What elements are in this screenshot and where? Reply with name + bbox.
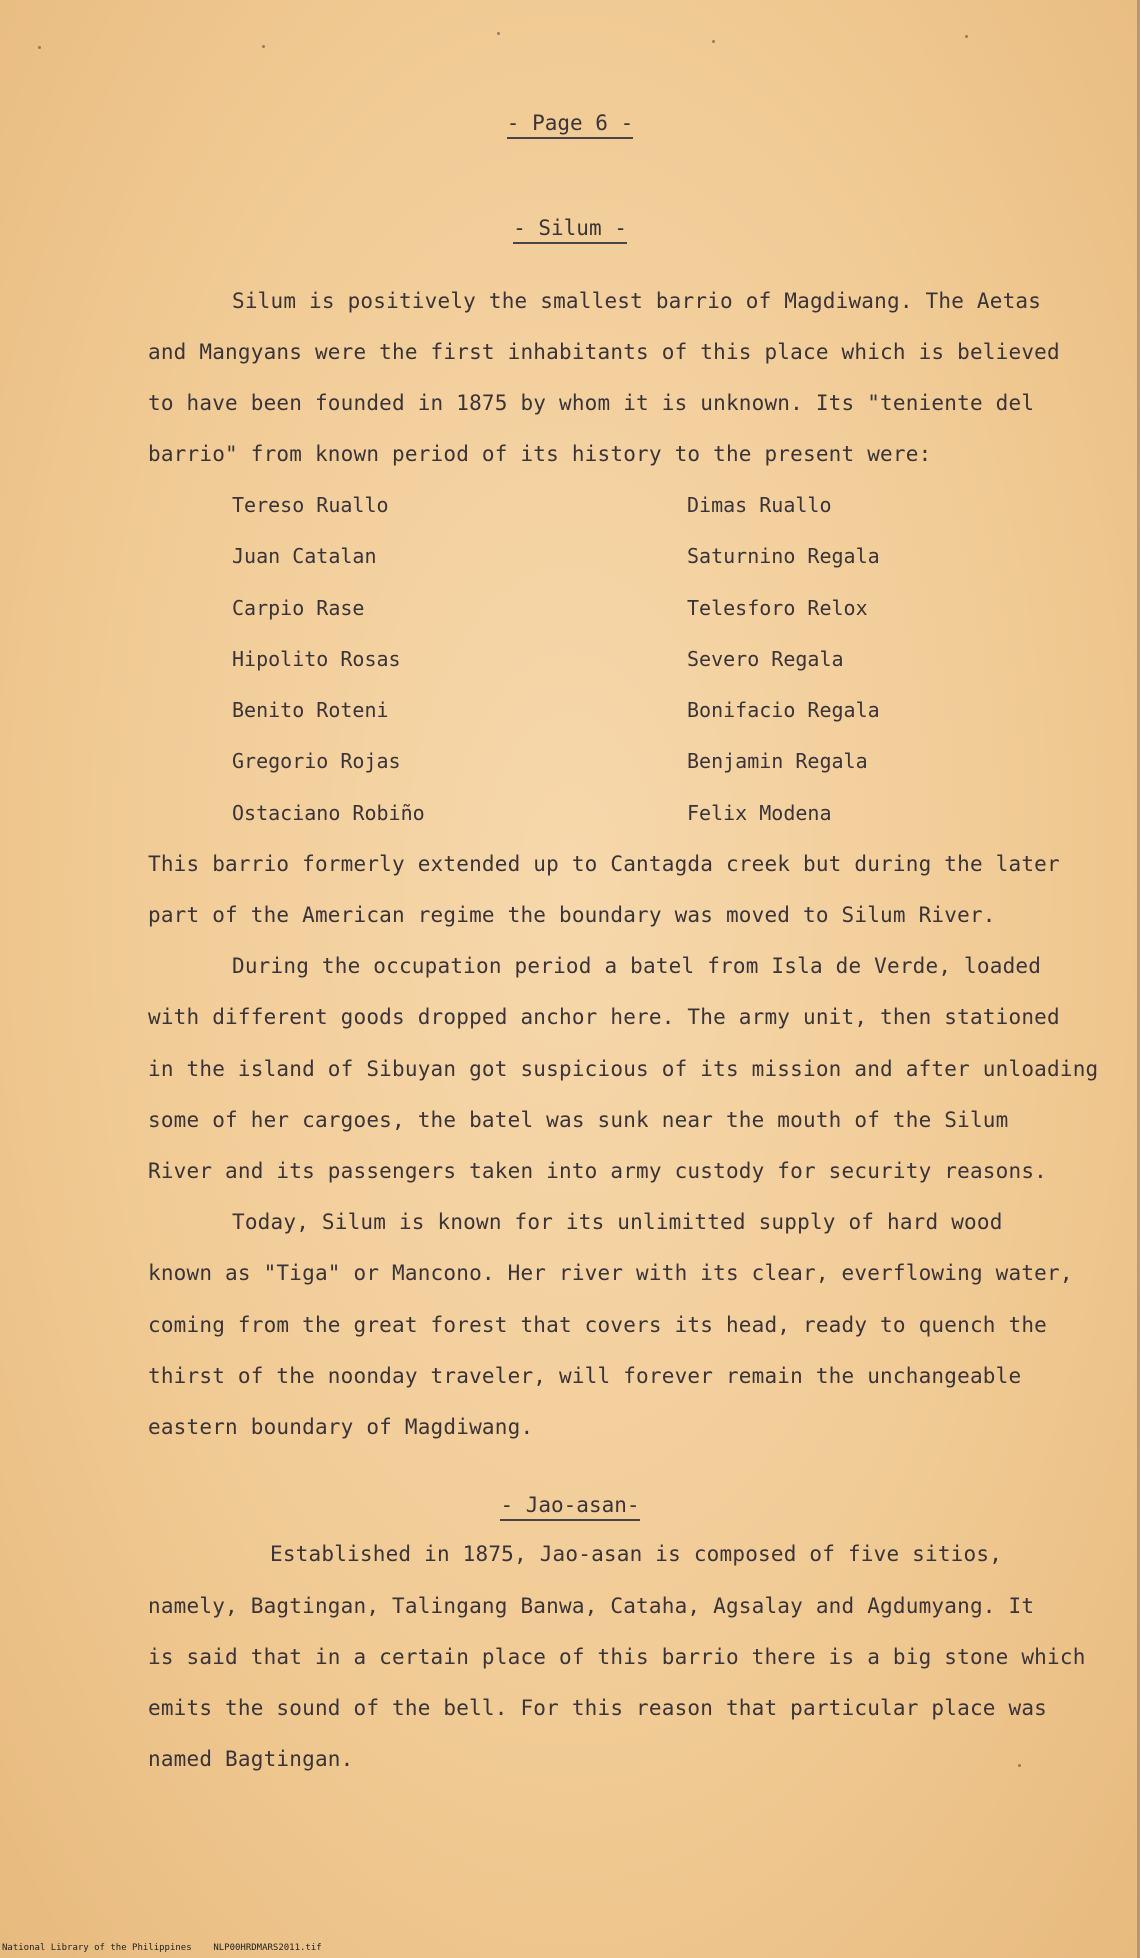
teniente-name: Benjamin Regala [687,749,868,773]
paragraph-line: in the island of Sibuyan got suspicious of its mission and after unloading [148,1057,1099,1081]
teniente-name: Severo Regala [687,647,844,671]
ink-speck [712,40,715,43]
paragraph-line: and Mangyans were the first inhabitants of this place which is believed [148,340,1060,364]
ink-speck [1018,1764,1021,1767]
paragraph-line: Established in 1875, Jao-asan is composed of five sitios, [270,1542,1003,1566]
teniente-name: Bonifacio Regala [687,698,880,722]
paragraph-line: to have been founded in 1875 by whom it is unknown. Its "teniente del [148,391,1035,415]
paragraph-line: with different goods dropped anchor here. The army unit, then stationed [148,1005,1060,1029]
paragraph-line: Silum is positively the smallest barrio of Magdiwang. The Aetas [232,289,1042,313]
teniente-name: Felix Modena [687,801,832,825]
paragraph-line: thirst of the noonday traveler, will forever remain the unchangeable [148,1364,1022,1388]
scan-footer: National Library of the Philippines NLP00HRDMARS2011.tif [2,1943,322,1953]
teniente-name: Dimas Ruallo [687,493,832,517]
teniente-name: Carpio Rase [232,596,365,620]
paragraph-line: eastern boundary of Magdiwang. [148,1415,534,1439]
paragraph-line: emits the sound of the bell. For this reason that particular place was [148,1696,1048,1720]
teniente-name: Tereso Ruallo [232,493,389,517]
paragraph-line: known as "Tiga" or Mancono. Her river with its clear, everflowing water, [148,1261,1073,1285]
paragraph-line: This barrio formerly extended up to Cantagda creek but during the later [148,852,1060,876]
teniente-name: Hipolito Rosas [232,647,401,671]
paragraph-line: some of her cargoes, the batel was sunk near the mouth of the Silum [148,1108,1009,1132]
paragraph-line: namely, Bagtingan, Talingang Banwa, Cataha, Agsalay and Agdumyang. It [148,1594,1035,1618]
ink-speck [965,35,968,38]
page-number: - Page 6 - [0,110,1140,136]
paragraph-line: During the occupation period a batel from Isla de Verde, loaded [232,954,1042,978]
teniente-name: Saturnino Regala [687,544,880,568]
paragraph-line: coming from the great forest that covers its head, ready to quench the [148,1313,1048,1337]
paragraph-line: is said that in a certain place of this barrio there is a big stone which [148,1645,1086,1669]
ink-speck [38,46,41,49]
paragraph-line: barrio" from known period of its history to the present were: [148,442,932,466]
teniente-name: Telesforo Relox [687,596,868,620]
teniente-name: Benito Roteni [232,698,389,722]
ink-speck [497,32,500,35]
teniente-name: Ostaciano Robiño [232,801,425,825]
paragraph-line: named Bagtingan. [148,1747,354,1771]
section-heading-silum: - Silum - [0,215,1140,241]
paragraph-line: Today, Silum is known for its unlimitted supply of hard wood [232,1210,1003,1234]
teniente-name: Gregorio Rojas [232,749,401,773]
section-heading-jao-asan: - Jao-asan- [0,1492,1140,1518]
paragraph-line: part of the American regime the boundary was moved to Silum River. [148,903,996,927]
paragraph-line: River and its passengers taken into army custody for security reasons. [148,1159,1048,1183]
teniente-name: Juan Catalan [232,544,377,568]
ink-speck [262,45,265,48]
